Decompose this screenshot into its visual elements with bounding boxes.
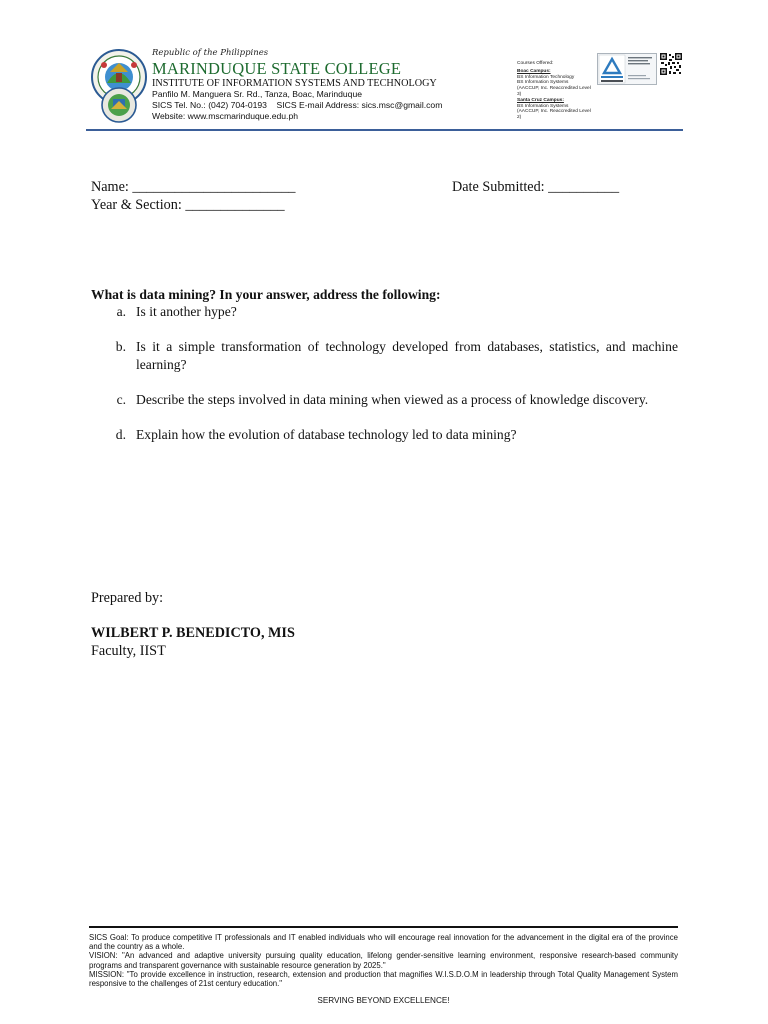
boac-campus-label: Boac Campus: <box>517 68 551 74</box>
date-submitted-field: Date Submitted: __________ <box>452 179 620 195</box>
list-item <box>91 426 678 444</box>
footer-divider <box>89 926 678 928</box>
item-text: Explain how the evolution of database technology led to data mining? <box>136 427 517 442</box>
footer-tagline: SERVING BEYOND EXCELLENCE! <box>317 996 450 1005</box>
signer-name: WILBERT P. BENEDICTO, MIS <box>91 625 295 641</box>
signer-position: Faculty, IIST <box>91 643 166 659</box>
vision-statement: VISION: "An advanced and adaptive university pursuing quality education, lifelong gender-sensitive learning environment, responsive research-based community programs and transparent governance with sustainable resource generation by 2025." <box>89 951 678 970</box>
goal-statement: SICS Goal: To produce competitive IT professionals and IT enabled individuals who will encourage real innovation for the advancement in the digital era of the province and the country as a whole. <box>89 933 678 952</box>
prepared-by-label: Prepared by: <box>91 590 164 606</box>
year-section-field: Year & Section: ______________ <box>91 197 285 213</box>
boac-accreditation: (AACCUP, Inc. Reaccredited Level 3) <box>517 86 591 97</box>
santa-cruz-campus-label: Santa Cruz Campus: <box>517 97 564 103</box>
item-text: Is it another hype? <box>136 304 237 319</box>
name-field: Name: _______________________ <box>91 179 296 195</box>
courses-title: Courses Offered: <box>517 61 554 66</box>
qr-code-icon <box>660 53 682 75</box>
item-text: Describe the steps involved in data mining when viewed as a process of knowledge discovery. <box>136 392 649 407</box>
santa-cruz-accreditation: (AACCUP, Inc. Reaccredited Level 2) <box>517 109 591 121</box>
item-marker: d. <box>115 427 126 442</box>
list-item <box>91 303 678 321</box>
footer-statements <box>89 933 678 988</box>
header-text-block <box>152 48 512 121</box>
college-seal-logo <box>90 47 148 123</box>
item-marker: b. <box>115 339 126 354</box>
item-marker: c. <box>116 392 126 407</box>
boac-program-it: BS Information Technology <box>517 74 575 80</box>
courses-offered <box>517 61 595 121</box>
item-text: Is it a simple transformation of technology developed from databases, statistics, and machine learning? <box>136 339 678 372</box>
contact-line: SICS Tel. No.: (042) 704-0193 SICS E-mail Address: sics.msc@gmail.com <box>152 99 443 110</box>
address-line: Panfilo M. Manguera Sr. Rd., Tanza, Boac, Marinduque <box>152 89 363 99</box>
list-item <box>91 338 678 374</box>
mission-statement: MISSION: "To provide excellence in instruction, research, extension and production that magnifies W.I.S.D.O.M in leadership through Total Quality Management System responsive to the challenges of 21st century education." <box>89 969 678 989</box>
header-divider <box>86 129 683 131</box>
institute-name: INSTITUTE OF INFORMATION SYSTEMS AND TECHNOLOGY <box>152 78 437 89</box>
list-item <box>91 391 678 409</box>
question-heading: What is data mining? In your answer, address the following: <box>91 287 441 302</box>
website-line: Website: www.mscmarinduque.edu.ph <box>152 110 299 121</box>
santa-cruz-program-is: BS Information Systems <box>517 103 569 109</box>
item-marker: a. <box>116 304 126 319</box>
question-items-list <box>91 303 678 444</box>
college-name: MARINDUQUE STATE COLLEGE <box>152 59 402 78</box>
republic-label: Republic of the Philippines <box>152 48 269 58</box>
certification-badge-logo <box>597 53 657 85</box>
boac-program-is: BS Information Systems <box>517 80 569 86</box>
